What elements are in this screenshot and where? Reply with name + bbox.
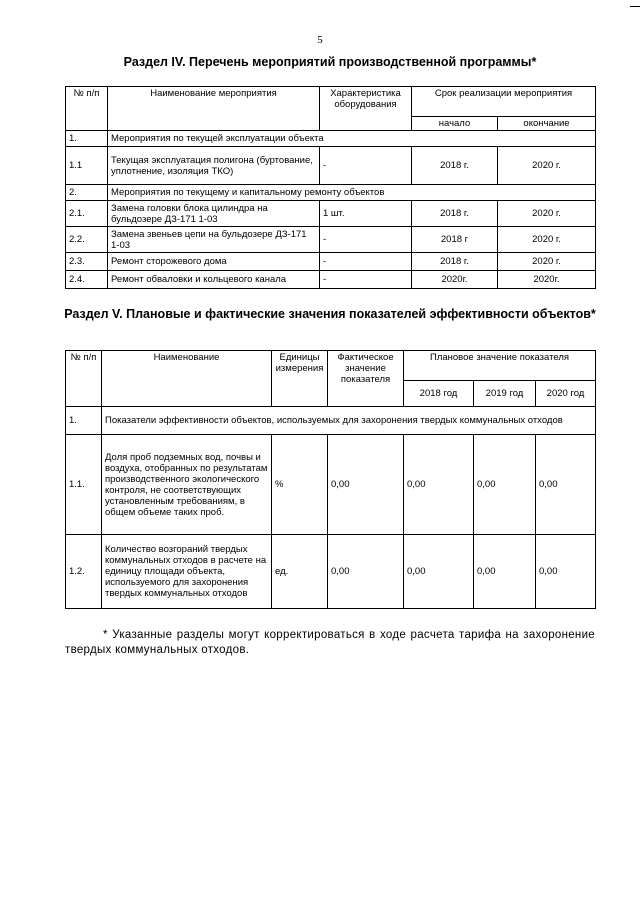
page-number: 5 <box>317 34 323 46</box>
row-name: Мероприятия по текущей эксплуатации объекта <box>108 131 596 147</box>
row-num: 1.1 <box>66 147 108 185</box>
row-name: Текущая эксплуатация полигона (буртование, уплотнение, изоляция ТКО) <box>108 147 320 185</box>
header-planned: Плановое значение показателя <box>404 351 596 381</box>
row-end: 2020 г. <box>498 253 596 271</box>
row-2018: 0,00 <box>404 435 474 535</box>
row-equipment: - <box>320 147 412 185</box>
row-2019: 0,00 <box>474 435 536 535</box>
row-num: 2.3. <box>66 253 108 271</box>
footnote: * Указанные разделы могут корректироваться в ходе расчета тарифа на захоронение твердых коммунальных отходов. <box>65 629 595 656</box>
table-row <box>66 131 596 147</box>
row-unit: ед. <box>272 535 328 609</box>
row-start: 2018 г. <box>412 253 498 271</box>
row-equipment: - <box>320 271 412 289</box>
row-num: 1. <box>66 131 108 147</box>
row-name: Мероприятия по текущему и капитальному ремонту объектов <box>108 185 596 201</box>
row-start: 2018 г <box>412 227 498 253</box>
row-name: Ремонт обваловки и кольцевого канала <box>108 271 320 289</box>
table-row <box>66 253 596 271</box>
row-2020: 0,00 <box>536 435 596 535</box>
table-row <box>66 535 596 609</box>
row-start: 2018 г. <box>412 147 498 185</box>
row-equipment: - <box>320 253 412 271</box>
row-num: 2. <box>66 185 108 201</box>
row-name: Доля проб подземных вод, почвы и воздуха, отобранных по результатам производственного экологического контроля, не соответствующих установленным требованиям, в общем объеме таких проб. <box>102 435 272 535</box>
row-num: 1.2. <box>66 535 102 609</box>
header-num: № п/п <box>66 87 108 131</box>
row-unit: % <box>272 435 328 535</box>
header-2020: 2020 год <box>536 381 596 407</box>
row-name: Замена звеньев цепи на бульдозере ДЗ-171 1-03 <box>108 227 320 253</box>
row-num: 2.1. <box>66 201 108 227</box>
header-actual: Фактическое значение показателя <box>328 351 404 407</box>
table-row <box>66 407 596 435</box>
section-5-table <box>65 350 596 609</box>
header-num: № п/п <box>66 351 102 407</box>
row-num: 2.4. <box>66 271 108 289</box>
table-row <box>66 227 596 253</box>
row-num: 1.1. <box>66 435 102 535</box>
row-actual: 0,00 <box>328 435 404 535</box>
row-2019: 0,00 <box>474 535 536 609</box>
row-equipment: - <box>320 227 412 253</box>
row-end: 2020 г. <box>498 227 596 253</box>
row-end: 2020 г. <box>498 201 596 227</box>
row-actual: 0,00 <box>328 535 404 609</box>
row-end: 2020 г. <box>498 147 596 185</box>
table-row <box>66 435 596 535</box>
header-2018: 2018 год <box>404 381 474 407</box>
row-name: Показатели эффективности объектов, используемых для захоронения твердых коммунальных отходов <box>102 407 596 435</box>
table-row <box>66 147 596 185</box>
row-num: 2.2. <box>66 227 108 253</box>
table-row <box>66 201 596 227</box>
row-start: 2020г. <box>412 271 498 289</box>
row-2020: 0,00 <box>536 535 596 609</box>
row-name: Замена головки блока цилиндра на бульдозере ДЗ-171 1-03 <box>108 201 320 227</box>
row-2018: 0,00 <box>404 535 474 609</box>
header-equipment: Характеристика оборудования <box>320 87 412 131</box>
table-row <box>66 185 596 201</box>
section-4-table <box>65 86 596 289</box>
row-name: Ремонт сторожевого дома <box>108 253 320 271</box>
header-unit: Единицы измерения <box>272 351 328 407</box>
row-name: Количество возгораний твердых коммунальных отходов в расчете на единицу площади объекта, используемого для захоронения твердых коммунальных отходов <box>102 535 272 609</box>
row-end: 2020г. <box>498 271 596 289</box>
header-name: Наименование <box>102 351 272 407</box>
corner-mark <box>630 6 640 7</box>
header-start: начало <box>412 117 498 131</box>
header-period: Срок реализации мероприятия <box>412 87 596 117</box>
section-5-title: Раздел V. Плановые и фактические значения показателей эффективности объектов* <box>64 307 596 321</box>
header-name: Наименование мероприятия <box>108 87 320 131</box>
row-start: 2018 г. <box>412 201 498 227</box>
section-4-title: Раздел IV. Перечень мероприятий производственной программы* <box>123 55 537 69</box>
table-row <box>66 271 596 289</box>
header-end: окончание <box>498 117 596 131</box>
row-num: 1. <box>66 407 102 435</box>
row-equipment: 1 шт. <box>320 201 412 227</box>
header-2019: 2019 год <box>474 381 536 407</box>
